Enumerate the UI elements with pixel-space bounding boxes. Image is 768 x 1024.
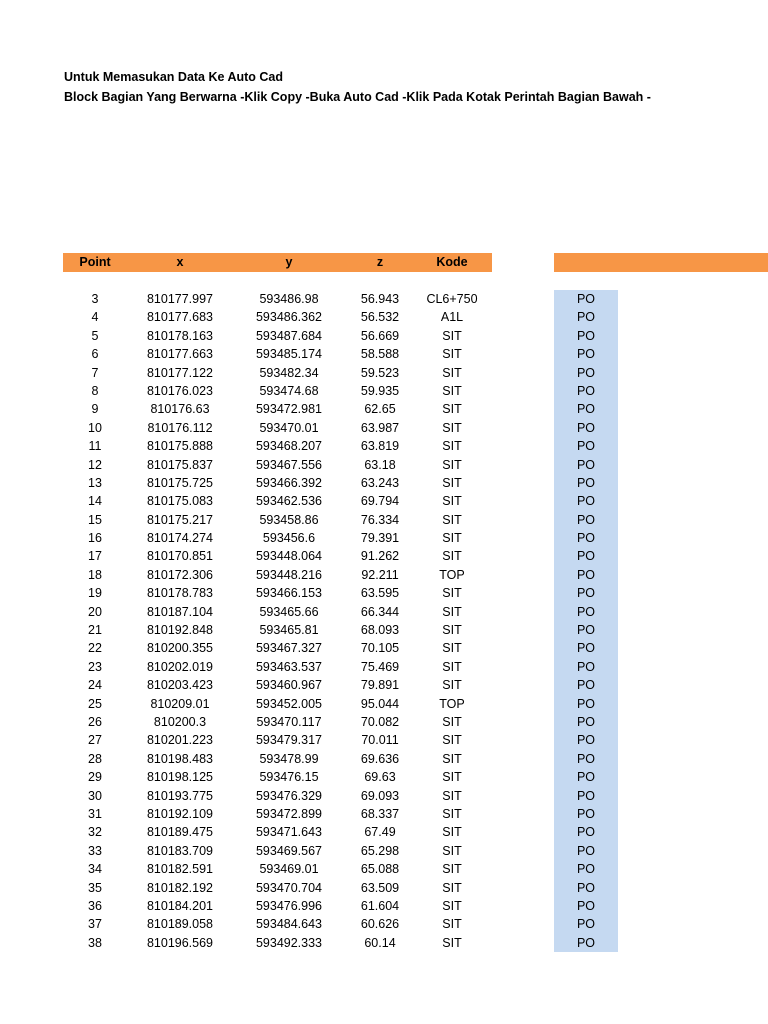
cell-point[interactable]: 8 bbox=[91, 383, 99, 398]
cell-y[interactable]: 593460.967 bbox=[255, 678, 323, 693]
cell-z[interactable]: 79.891 bbox=[360, 678, 400, 693]
cell-kode[interactable]: A1L bbox=[440, 310, 464, 325]
cell-z[interactable]: 63.18 bbox=[364, 457, 396, 472]
cell-y[interactable]: 593470.01 bbox=[259, 420, 319, 435]
cell-y[interactable]: 593492.333 bbox=[255, 935, 323, 950]
cell-y[interactable]: 593463.537 bbox=[255, 659, 323, 674]
cell-po[interactable]: PO bbox=[576, 843, 596, 858]
cell-point[interactable]: 22 bbox=[88, 641, 102, 656]
cell-kode[interactable]: SIT bbox=[442, 935, 462, 950]
cell-z[interactable]: 95.044 bbox=[360, 696, 400, 711]
cell-z[interactable]: 70.082 bbox=[360, 714, 400, 729]
cell-x[interactable]: 810176.023 bbox=[146, 383, 214, 398]
cell-po[interactable]: PO bbox=[576, 604, 596, 619]
cell-z[interactable]: 65.088 bbox=[360, 862, 400, 877]
cell-kode[interactable]: SIT bbox=[442, 678, 462, 693]
cell-y[interactable]: 593472.899 bbox=[255, 806, 323, 821]
cell-point[interactable]: 10 bbox=[88, 420, 102, 435]
cell-z[interactable]: 70.011 bbox=[361, 733, 399, 748]
cell-kode[interactable]: SIT bbox=[442, 586, 462, 601]
cell-x[interactable]: 810203.423 bbox=[146, 678, 214, 693]
cell-y[interactable]: 593467.556 bbox=[255, 457, 323, 472]
cell-x[interactable]: 810189.475 bbox=[146, 825, 214, 840]
cell-x[interactable]: 810198.483 bbox=[146, 751, 214, 766]
cell-x[interactable]: 810183.709 bbox=[146, 843, 214, 858]
cell-point[interactable]: 19 bbox=[88, 586, 102, 601]
cell-x[interactable]: 810178.783 bbox=[146, 586, 214, 601]
cell-y[interactable]: 593479.317 bbox=[255, 733, 323, 748]
cell-kode[interactable]: SIT bbox=[442, 733, 462, 748]
cell-kode[interactable]: SIT bbox=[442, 806, 462, 821]
cell-x[interactable]: 810200.3 bbox=[153, 714, 207, 729]
cell-y[interactable]: 593466.153 bbox=[255, 586, 323, 601]
cell-po[interactable]: PO bbox=[576, 383, 596, 398]
cell-y[interactable]: 593465.66 bbox=[259, 604, 319, 619]
cell-z[interactable]: 63.819 bbox=[360, 439, 400, 454]
cell-z[interactable]: 70.105 bbox=[360, 641, 400, 656]
cell-point[interactable]: 16 bbox=[88, 531, 102, 546]
cell-point[interactable]: 9 bbox=[91, 402, 99, 417]
cell-kode[interactable]: SIT bbox=[442, 328, 462, 343]
table-header bbox=[63, 253, 492, 272]
cell-z[interactable]: 63.595 bbox=[360, 586, 400, 601]
cell-x[interactable]: 810200.355 bbox=[146, 641, 214, 656]
cell-y[interactable]: 593486.98 bbox=[259, 292, 319, 306]
cell-x[interactable]: 810182.591 bbox=[146, 862, 214, 877]
cell-z[interactable]: 91.262 bbox=[360, 549, 400, 564]
cell-po[interactable]: PO bbox=[576, 475, 596, 490]
cell-x[interactable]: 810184.201 bbox=[146, 898, 214, 913]
cell-x[interactable]: 810182.192 bbox=[146, 880, 214, 895]
cell-y[interactable]: 593472.981 bbox=[255, 402, 323, 417]
cell-x[interactable]: 810193.775 bbox=[146, 788, 214, 803]
cell-x[interactable]: 810175.217 bbox=[146, 512, 214, 527]
cell-po[interactable]: PO bbox=[576, 678, 596, 693]
cell-po[interactable]: PO bbox=[576, 420, 596, 435]
cell-kode[interactable]: SIT bbox=[442, 880, 462, 895]
cell-x[interactable]: 810172.306 bbox=[146, 567, 214, 582]
cell-x[interactable]: 810209.01 bbox=[150, 696, 210, 711]
cell-po[interactable]: PO bbox=[576, 512, 596, 527]
cell-kode[interactable]: SIT bbox=[442, 825, 462, 840]
cell-y[interactable]: 593476.996 bbox=[255, 898, 323, 913]
cell-point[interactable]: 4 bbox=[91, 310, 99, 325]
cell-x[interactable]: 810175.888 bbox=[146, 439, 214, 454]
cell-y[interactable]: 593469.01 bbox=[259, 862, 319, 877]
cell-po[interactable]: PO bbox=[576, 659, 596, 674]
cell-x[interactable]: 810175.837 bbox=[146, 457, 214, 472]
cell-point[interactable]: 5 bbox=[91, 328, 99, 343]
cell-point[interactable]: 7 bbox=[91, 365, 99, 380]
cell-po[interactable]: PO bbox=[576, 402, 596, 417]
cell-kode[interactable]: SIT bbox=[442, 714, 462, 729]
cell-z[interactable]: 59.523 bbox=[360, 365, 400, 380]
cell-po[interactable]: PO bbox=[576, 825, 596, 840]
cell-z[interactable]: 69.636 bbox=[360, 751, 400, 766]
cell-kode[interactable]: SIT bbox=[442, 494, 462, 509]
cell-z[interactable]: 69.794 bbox=[360, 494, 400, 509]
header-point: Point bbox=[79, 255, 111, 269]
cell-y[interactable]: 593462.536 bbox=[255, 494, 323, 509]
cell-po[interactable]: PO bbox=[576, 494, 596, 509]
cell-kode[interactable]: SIT bbox=[442, 843, 462, 858]
cell-kode[interactable]: SIT bbox=[442, 623, 462, 638]
cell-kode[interactable]: SIT bbox=[442, 475, 462, 490]
cell-kode[interactable]: SIT bbox=[442, 531, 462, 546]
cell-z[interactable]: 60.14 bbox=[364, 935, 396, 950]
cell-point[interactable]: 27 bbox=[88, 733, 102, 748]
cell-y[interactable]: 593452.005 bbox=[255, 696, 323, 711]
cell-po[interactable]: PO bbox=[576, 696, 596, 711]
cell-po[interactable]: PO bbox=[576, 917, 596, 932]
header-x: x bbox=[176, 255, 184, 269]
cell-point[interactable]: 30 bbox=[88, 788, 102, 803]
cell-y[interactable]: 593456.6 bbox=[262, 531, 316, 546]
cell-x[interactable]: 810170.851 bbox=[146, 549, 214, 564]
cell-kode[interactable]: SIT bbox=[442, 604, 462, 619]
header-kode: Kode bbox=[436, 255, 468, 269]
cell-point[interactable]: 18 bbox=[88, 567, 102, 582]
cell-y[interactable]: 593470.704 bbox=[255, 880, 323, 895]
cell-kode[interactable]: SIT bbox=[442, 420, 462, 435]
cell-kode[interactable]: SIT bbox=[442, 439, 462, 454]
cell-kode[interactable]: SIT bbox=[442, 788, 462, 803]
cell-point[interactable]: 31 bbox=[88, 806, 102, 821]
cell-po[interactable]: PO bbox=[576, 549, 596, 564]
cell-point[interactable]: 6 bbox=[91, 347, 99, 362]
cell-y[interactable]: 593485.174 bbox=[255, 347, 323, 362]
cell-z[interactable]: 60.626 bbox=[360, 917, 400, 932]
cell-x[interactable]: 810175.083 bbox=[146, 494, 214, 509]
cell-point[interactable]: 15 bbox=[88, 512, 102, 527]
cell-kode[interactable]: SIT bbox=[442, 365, 462, 380]
cell-y[interactable]: 593478.99 bbox=[259, 751, 319, 766]
instruction-steps: Block Bagian Yang Berwarna -Klik Copy -Buka Auto Cad -Klik Pada Kotak Perintah Bagian Bawah - bbox=[64, 90, 651, 104]
cell-z[interactable]: 69.63 bbox=[364, 770, 396, 785]
cell-kode[interactable]: SIT bbox=[442, 917, 462, 932]
cell-kode[interactable]: TOP bbox=[439, 696, 465, 711]
cell-y[interactable]: 593476.329 bbox=[255, 788, 323, 803]
cell-y[interactable]: 593476.15 bbox=[259, 770, 319, 785]
cell-x[interactable]: 810196.569 bbox=[146, 935, 214, 950]
cell-kode[interactable]: SIT bbox=[442, 549, 462, 564]
cell-po[interactable]: PO bbox=[576, 898, 596, 913]
cell-po[interactable]: PO bbox=[576, 439, 596, 454]
cell-z[interactable]: 66.344 bbox=[360, 604, 400, 619]
cell-po[interactable]: PO bbox=[576, 880, 596, 895]
cell-po[interactable]: PO bbox=[576, 292, 596, 306]
cell-po[interactable]: PO bbox=[576, 623, 596, 638]
cell-y[interactable]: 593474.68 bbox=[259, 383, 319, 398]
cell-x[interactable]: 810175.725 bbox=[146, 475, 214, 490]
cell-z[interactable]: 79.391 bbox=[360, 531, 400, 546]
cell-point[interactable]: 14 bbox=[88, 494, 102, 509]
cell-po[interactable]: PO bbox=[576, 328, 596, 343]
cell-y[interactable]: 593458.86 bbox=[259, 512, 319, 527]
cell-po[interactable]: PO bbox=[576, 751, 596, 766]
cell-po[interactable]: PO bbox=[576, 935, 596, 950]
cell-point[interactable]: 20 bbox=[88, 604, 102, 619]
cell-y[interactable]: 593486.362 bbox=[255, 310, 323, 325]
cell-z[interactable]: 68.093 bbox=[360, 623, 400, 638]
cell-z[interactable]: 63.509 bbox=[360, 880, 400, 895]
cell-kode[interactable]: SIT bbox=[442, 862, 462, 877]
cell-y[interactable]: 593468.207 bbox=[255, 439, 323, 454]
cell-x[interactable]: 810177.683 bbox=[146, 310, 214, 325]
cell-point[interactable]: 37 bbox=[88, 917, 102, 932]
cell-y[interactable]: 593465.81 bbox=[259, 623, 319, 638]
cell-kode[interactable]: SIT bbox=[442, 402, 462, 417]
cell-point[interactable]: 32 bbox=[88, 825, 102, 840]
cell-z[interactable]: 65.298 bbox=[360, 843, 400, 858]
cell-z[interactable]: 67.49 bbox=[364, 825, 396, 840]
header-y: y bbox=[285, 255, 293, 269]
cell-po[interactable]: PO bbox=[576, 310, 596, 325]
cell-point[interactable]: 12 bbox=[88, 457, 102, 472]
cell-point[interactable]: 33 bbox=[88, 843, 102, 858]
cell-y[interactable]: 593469.567 bbox=[255, 843, 323, 858]
cell-z[interactable]: 56.669 bbox=[360, 328, 400, 343]
cell-po[interactable]: PO bbox=[576, 347, 596, 362]
cell-x[interactable]: 810178.163 bbox=[146, 328, 214, 343]
cell-point[interactable]: 24 bbox=[88, 678, 102, 693]
cell-z[interactable]: 56.532 bbox=[360, 310, 400, 325]
cell-po[interactable]: PO bbox=[576, 531, 596, 546]
cell-x[interactable]: 810174.274 bbox=[146, 531, 214, 546]
cell-y[interactable]: 593467.327 bbox=[255, 641, 323, 656]
cell-x[interactable]: 810202.019 bbox=[146, 659, 214, 674]
cell-point[interactable]: 26 bbox=[88, 714, 102, 729]
cell-point[interactable]: 21 bbox=[88, 623, 102, 638]
header-z: z bbox=[376, 255, 384, 269]
cell-po[interactable]: PO bbox=[576, 586, 596, 601]
cell-kode[interactable]: SIT bbox=[442, 457, 462, 472]
cell-y[interactable]: 593484.643 bbox=[255, 917, 323, 932]
cell-po[interactable]: PO bbox=[576, 733, 596, 748]
cell-point[interactable]: 35 bbox=[88, 880, 102, 895]
cell-z[interactable]: 63.987 bbox=[360, 420, 400, 435]
cell-z[interactable]: 68.337 bbox=[360, 806, 400, 821]
cell-x[interactable]: 810177.997 bbox=[146, 292, 214, 306]
cell-x[interactable]: 810201.223 bbox=[146, 733, 214, 748]
cell-y[interactable]: 593482.34 bbox=[259, 365, 319, 380]
cell-kode[interactable]: SIT bbox=[442, 512, 462, 527]
cell-y[interactable]: 593470.117 bbox=[256, 714, 322, 729]
cell-po[interactable]: PO bbox=[576, 788, 596, 803]
cell-kode[interactable]: CL6+750 bbox=[426, 292, 478, 306]
cell-po[interactable]: PO bbox=[576, 457, 596, 472]
cell-z[interactable]: 75.469 bbox=[360, 659, 400, 674]
cell-po[interactable]: PO bbox=[576, 714, 596, 729]
cell-y[interactable]: 593448.216 bbox=[255, 567, 323, 582]
cell-po[interactable]: PO bbox=[576, 770, 596, 785]
cell-point[interactable]: 29 bbox=[88, 770, 102, 785]
cell-y[interactable]: 593448.064 bbox=[255, 549, 323, 564]
cell-y[interactable]: 593487.684 bbox=[255, 328, 323, 343]
cell-point[interactable]: 13 bbox=[88, 475, 102, 490]
cell-z[interactable]: 56.943 bbox=[360, 292, 400, 306]
cell-po[interactable]: PO bbox=[576, 567, 596, 582]
cell-x[interactable]: 810176.63 bbox=[150, 402, 210, 417]
cell-point[interactable]: 23 bbox=[88, 659, 102, 674]
cell-kode[interactable]: SIT bbox=[442, 751, 462, 766]
cell-kode[interactable]: SIT bbox=[442, 641, 462, 656]
cell-point[interactable]: 34 bbox=[88, 862, 102, 877]
cell-kode[interactable]: SIT bbox=[442, 770, 462, 785]
cell-point[interactable]: 3 bbox=[91, 292, 99, 306]
cell-point[interactable]: 28 bbox=[88, 751, 102, 766]
cell-x[interactable]: 810176.112 bbox=[147, 420, 213, 435]
cell-po[interactable]: PO bbox=[576, 641, 596, 656]
cell-point[interactable]: 11 bbox=[88, 439, 102, 454]
cell-y[interactable]: 593466.392 bbox=[255, 475, 323, 490]
cell-z[interactable]: 58.588 bbox=[360, 347, 400, 362]
cell-kode[interactable]: TOP bbox=[439, 567, 465, 582]
cell-z[interactable]: 69.093 bbox=[360, 788, 400, 803]
cell-kode[interactable]: SIT bbox=[442, 383, 462, 398]
cell-x[interactable]: 810192.848 bbox=[146, 623, 214, 638]
cell-x[interactable]: 810198.125 bbox=[146, 770, 214, 785]
cell-y[interactable]: 593471.643 bbox=[255, 825, 323, 840]
instruction-title: Untuk Memasukan Data Ke Auto Cad bbox=[64, 70, 284, 84]
cell-z[interactable]: 76.334 bbox=[360, 512, 400, 527]
cell-x[interactable]: 810189.058 bbox=[146, 917, 214, 932]
cell-point[interactable]: 38 bbox=[88, 935, 102, 950]
cell-x[interactable]: 810192.109 bbox=[146, 806, 214, 821]
cell-point[interactable]: 36 bbox=[88, 898, 102, 913]
cell-point[interactable]: 25 bbox=[88, 696, 102, 711]
cell-z[interactable]: 59.935 bbox=[360, 383, 400, 398]
cell-kode[interactable]: SIT bbox=[442, 659, 462, 674]
cell-z[interactable]: 63.243 bbox=[360, 475, 400, 490]
cell-kode[interactable]: SIT bbox=[442, 898, 462, 913]
cell-x[interactable]: 810177.122 bbox=[146, 365, 214, 380]
cell-po[interactable]: PO bbox=[576, 806, 596, 821]
cell-kode[interactable]: SIT bbox=[442, 347, 462, 362]
cell-point[interactable]: 17 bbox=[88, 549, 102, 564]
cell-x[interactable]: 810187.104 bbox=[146, 604, 214, 619]
cell-z[interactable]: 62.65 bbox=[364, 402, 396, 417]
cell-z[interactable]: 92.211 bbox=[361, 567, 399, 582]
highlight-header-bar bbox=[554, 253, 768, 272]
cell-po[interactable]: PO bbox=[576, 862, 596, 877]
cell-x[interactable]: 810177.663 bbox=[146, 347, 214, 362]
cell-po[interactable]: PO bbox=[576, 365, 596, 380]
cell-z[interactable]: 61.604 bbox=[360, 898, 400, 913]
